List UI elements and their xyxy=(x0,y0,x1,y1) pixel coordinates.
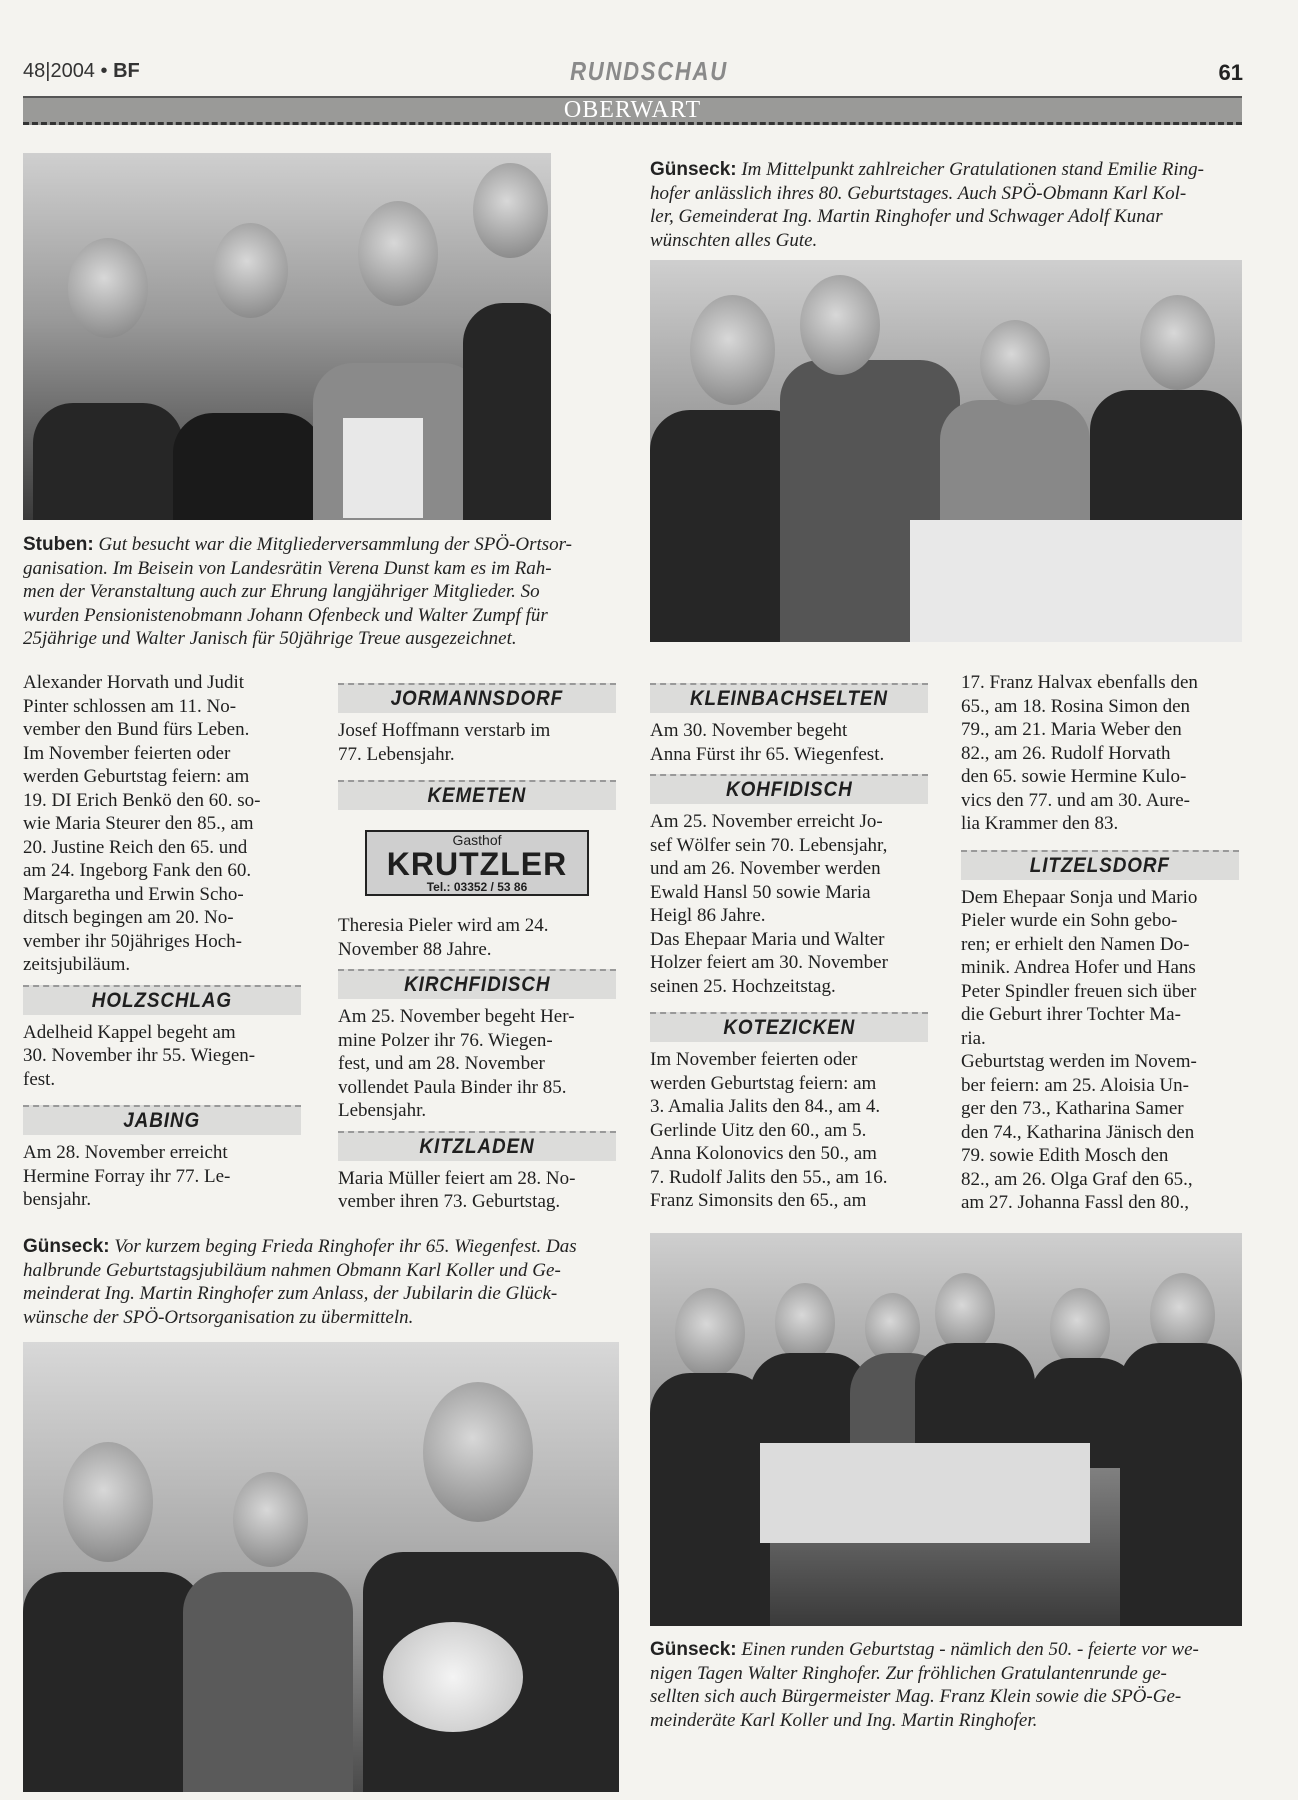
heading-text: HOLZSCHLAG xyxy=(91,988,233,1012)
photo-guenseck-walter xyxy=(650,1233,1242,1626)
ad-line: Gasthof xyxy=(452,832,502,848)
caption-text: Einen runden Geburtstag - nämlich den 50. - feierte vor we- nigen Tagen Walter Ringhofer. Zur fröhlichen Gratulantenrunde ge- sellten sich auch Bürgermeister Mag. Franz Klein sowie die SPÖ-Ge- meinderäte Karl Koller und Ing. Martin Ringhofer. xyxy=(650,1639,1199,1731)
heading-text: KLEINBACHSELTEN xyxy=(690,687,888,710)
article-text: Dem Ehepaar Sonja und Mario Pieler wurde ein Sohn gebo- ren; er erhielt den Namen Do- minik. Andrea Hofer und Hans Peter Spindler freuen sich über die Geburt ihrer Tochter Ma- ria. Geburtstag werden im Novem- ber feiern: am 25. Aloisia Un- ger den 73., Katharina Samer den 74., Katharina Jänisch den 79. sowie Edith Mosch den 82., am 26. Olga Graf den 65., am 27. Johanna Fassl den 80., xyxy=(961,886,1198,1213)
heading-holzschlag xyxy=(23,985,301,1015)
ad-name: KRUTZLER xyxy=(386,846,568,882)
heading-text: KIRCHFIDISCH xyxy=(403,973,551,996)
caption-place: Günseck: xyxy=(650,159,737,180)
heading-kleinbachselten xyxy=(650,683,928,713)
caption-place: Stuben: xyxy=(23,534,94,555)
section-title: RUNDSCHAU xyxy=(570,56,728,86)
heading-text: KITZLADEN xyxy=(419,1134,535,1158)
photo-guenseck-emilie xyxy=(650,260,1242,642)
photo-stuben xyxy=(23,153,551,520)
column-2 xyxy=(338,671,616,1214)
caption-text: Gut besucht war die Mitgliederversammlung der SPÖ-Ortsor- ganisation. Im Beisein von Landesrätin Verena Dunst kam es im Rah- men der Veranstaltung auch zur Ehrung langjähriger Mitglieder. So wurden Pensionistenobmann Johann Ofenbeck und Walter Zumpf für 25jährige und Walter Janisch für 50jährige Treue ausgezeichnet. xyxy=(23,534,572,649)
heading-kitzladen xyxy=(338,1131,616,1161)
article-text: 17. Franz Halvax ebenfalls den 65., am 18. Rosina Simon den 79., am 21. Maria Weber den 82., am 26. Rudolf Horvath den 65. sowie Hermine Kulo- vics den 77. und am 30. Aure- lia Krammer den 83. xyxy=(961,672,1198,834)
caption-stuben xyxy=(23,533,633,651)
heading-kemeten xyxy=(338,780,616,810)
heading-kohfidisch xyxy=(650,774,928,804)
caption-guenseck-walter xyxy=(650,1638,1250,1732)
article-text: Am 30. November begeht Anna Fürst ihr 65. Wiegenfest. xyxy=(650,720,885,765)
heading-text: LITZELSDORF xyxy=(1029,853,1171,877)
article-text: Im November feierten oder werden Geburtstag feiern: am 3. Amalia Jalits den 84., am 4. Gerlinde Uitz den 60., am 5. Anna Kolonovics den 50., am 7. Rudolf Jalits den 55., am 16. Franz Simonsits den 65., am xyxy=(650,1049,888,1211)
district-banner xyxy=(23,96,1242,125)
article-text: Am 25. November erreicht Jo- sef Wölfer sein 70. Lebensjahr, und am 26. November werden Ewald Hansl 50 sowie Maria Heigl 86 Jahre. Das Ehepaar Maria und Walter Holzer feiert am 30. November seinen 25. Hochzeitstag. xyxy=(650,811,888,997)
advertisement-gasthof-krutzler xyxy=(365,830,589,896)
caption-place: Günseck: xyxy=(650,1639,737,1660)
column-3 xyxy=(650,671,928,1213)
article-text: Theresia Pieler wird am 24. November 88 Jahre. xyxy=(338,915,549,960)
article-text: Am 25. November begeht Her- mine Polzer ihr 76. Wiegen- fest, und am 28. November vollendet Paula Binder ihr 85. Lebensjahr. xyxy=(338,1006,575,1121)
issue-label: 48|2004 • xyxy=(23,60,108,82)
article-text: Alexander Horvath und Judit Pinter schlossen am 11. No- vember den Bund fürs Leben. Im November feierten oder werden Geburtstag feiern: am 19. DI Erich Benkö den 60. so- wie Maria Steurer den 85., am 20. Justine Reich den 65. und am 24. Ingeborg Fank den 60. Margaretha und Erwin Scho- ditsch begingen am 20. No- vember ihr 50jähriges Hoch- zeitsjubiläum. xyxy=(23,672,261,975)
heading-text: JORMANNSDORF xyxy=(390,687,564,710)
column-1 xyxy=(23,671,301,1212)
heading-text: JABING xyxy=(123,1109,201,1132)
photo-guenseck-frieda xyxy=(23,1342,619,1792)
caption-guenseck-emilie xyxy=(650,158,1250,252)
heading-jormannsdorf xyxy=(338,683,616,713)
brand-label: BF xyxy=(113,60,140,82)
caption-place: Günseck: xyxy=(23,1236,110,1257)
heading-kirchfidisch xyxy=(338,969,616,999)
article-text: Maria Müller feiert am 28. No- vember ihren 73. Geburtstag. xyxy=(338,1167,576,1212)
heading-litzelsdorf xyxy=(961,850,1239,880)
article-text: Am 28. November erreicht Hermine Forray ihr 77. Le- bensjahr. xyxy=(23,1142,231,1210)
heading-text: KOTEZICKEN xyxy=(723,1016,855,1039)
article-text: Adelheid Kappel begeht am 30. November ihr 55. Wiegen- fest. xyxy=(23,1021,256,1090)
caption-text: Im Mittelpunkt zahlreicher Gratulationen stand Emilie Ring- hofer anlässlich ihres 80. Geburtstages. Auch SPÖ-Obmann Karl Kol- ler, Gemeinderat Ing. Martin Ringhofer und Schwager Adolf Kunar wünschten alles Gute. xyxy=(650,159,1204,251)
heading-jabing xyxy=(23,1105,301,1135)
page-number: 61 xyxy=(1218,60,1243,85)
column-4 xyxy=(961,671,1239,1215)
caption-text: Vor kurzem beging Frieda Ringhofer ihr 65. Wiegenfest. Das halbrunde Geburtstagsjubiläum nahmen Obmann Karl Koller und Ge- meinderat Ing. Martin Ringhofer zum Anlass, der Jubilarin die Glück- wünsche der SPÖ-Ortsorganisation zu übermitteln. xyxy=(23,1236,577,1328)
heading-text: KOHFIDISCH xyxy=(725,778,853,801)
heading-kotezicken xyxy=(650,1012,928,1042)
heading-text: KEMETEN xyxy=(427,784,527,807)
article-text: Josef Hoffmann verstarb im 77. Lebensjahr. xyxy=(338,720,551,765)
district-title: OBERWART xyxy=(563,97,702,123)
caption-guenseck-frieda xyxy=(23,1235,633,1329)
ad-phone: Tel.: 03352 / 53 86 xyxy=(426,880,528,894)
